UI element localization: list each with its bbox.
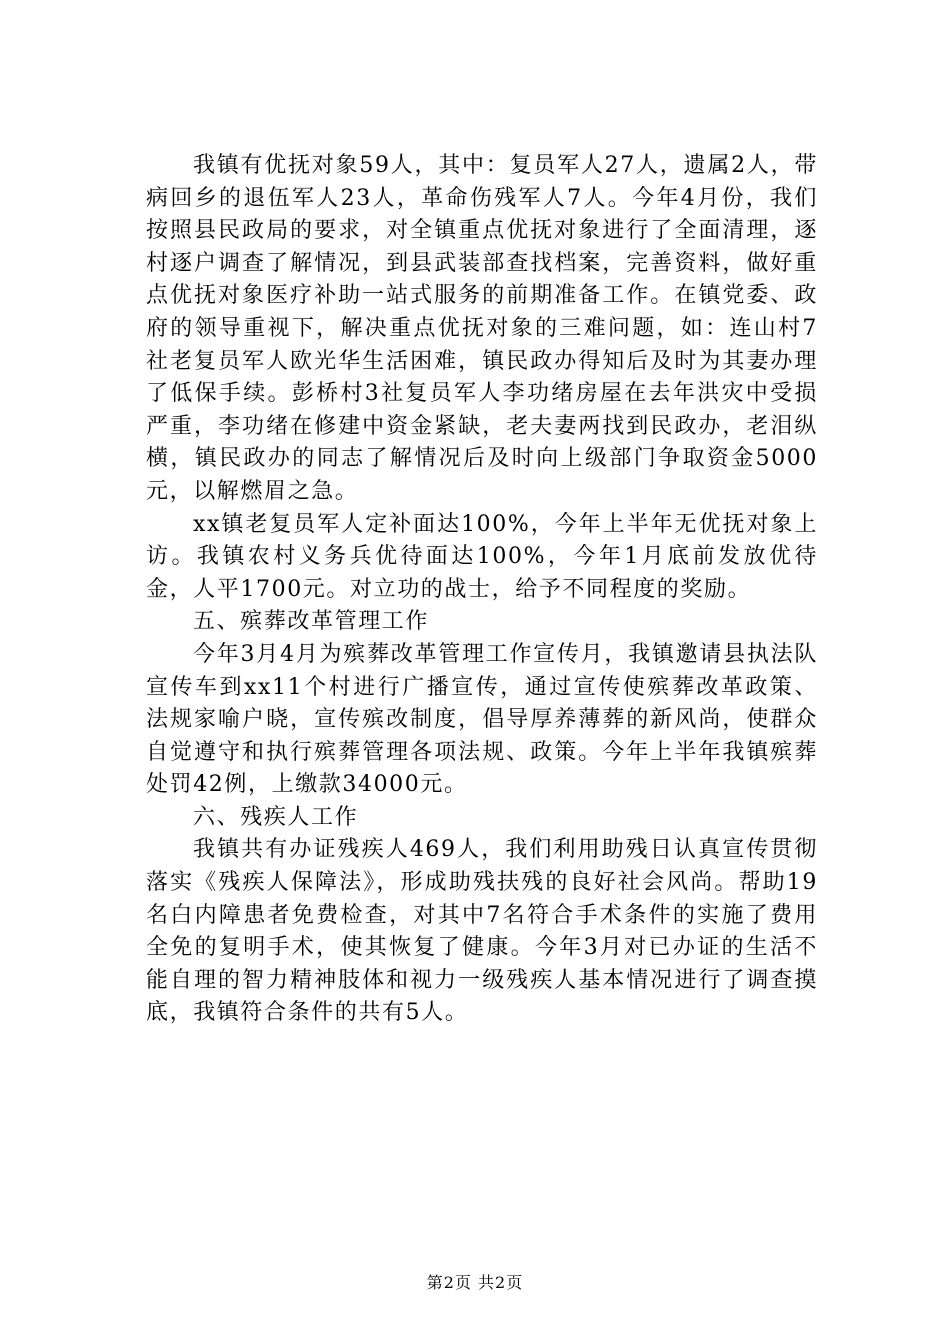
- section-heading-funeral-reform: 五、殡葬改革管理工作: [193, 609, 430, 635]
- page-footer: 第2页 共2页: [426, 1273, 524, 1292]
- paragraph-veterans-subsidy: xx镇老复员军人定补面达100%，今年上半年无优抚对象上访。我镇农村义务兵优待面达100%，今年1月底前发放优待金，人平1700元。对立功的战士，给予不同程度的奖励。: [146, 511, 818, 602]
- paragraph-disability-work: 我镇共有办证残疾人469人，我们利用助残日认真宣传贯彻落实《残疾人保障法》，形成助残扶残的良好社会风尚。帮助19名白内障患者免费检查，对其中7名符合手术条件的实施了费用全免的复明手术，使其恢复了健康。今年3月对已办证的生活不能自理的智力精神肢体和视力一级残疾人基本情况进行了调查摸底，我镇符合条件的共有5人。: [146, 837, 818, 1026]
- section-heading-disability-work: 六、残疾人工作: [193, 804, 359, 830]
- paragraph-veterans: 我镇有优抚对象59人，其中：复员军人27人，遗属2人，带病回乡的退伍军人23人，革命伤残军人7人。今年4月份，我们按照县民政局的要求，对全镇重点优抚对象进行了全面清理，逐村逐户调查了解情况，到县武装部查找档案，完善资料，做好重点优抚对象医疗补助一站式服务的前期准备工作。在镇党委、政府的领导重视下，解决重点优抚对象的三难问题，如：连山村7社老复员军人欧光华生活困难，镇民政办得知后及时为其妻办理了低保手续。彭桥村3社复员军人李功绪房屋在去年洪灾中受损严重，李功绪在修建中资金紧缺，老夫妻两找到民政办，老泪纵横，镇民政办的同志了解情况后及时向上级部门争取资金5000元，以解燃眉之急。: [146, 153, 818, 504]
- paragraph-funeral-reform: 今年3月4月为殡葬改革管理工作宣传月，我镇邀请县执法队宣传车到xx11个村进行广播宣传，通过宣传使殡葬改革政策、法规家喻户晓，宣传殡改制度，倡导厚养薄葬的新风尚，使群众自觉遵守和执行殡葬管理各项法规、政策。今年上半年我镇殡葬处罚42例，上缴款34000元。: [146, 641, 818, 798]
- document-body: [146, 150, 818, 1030]
